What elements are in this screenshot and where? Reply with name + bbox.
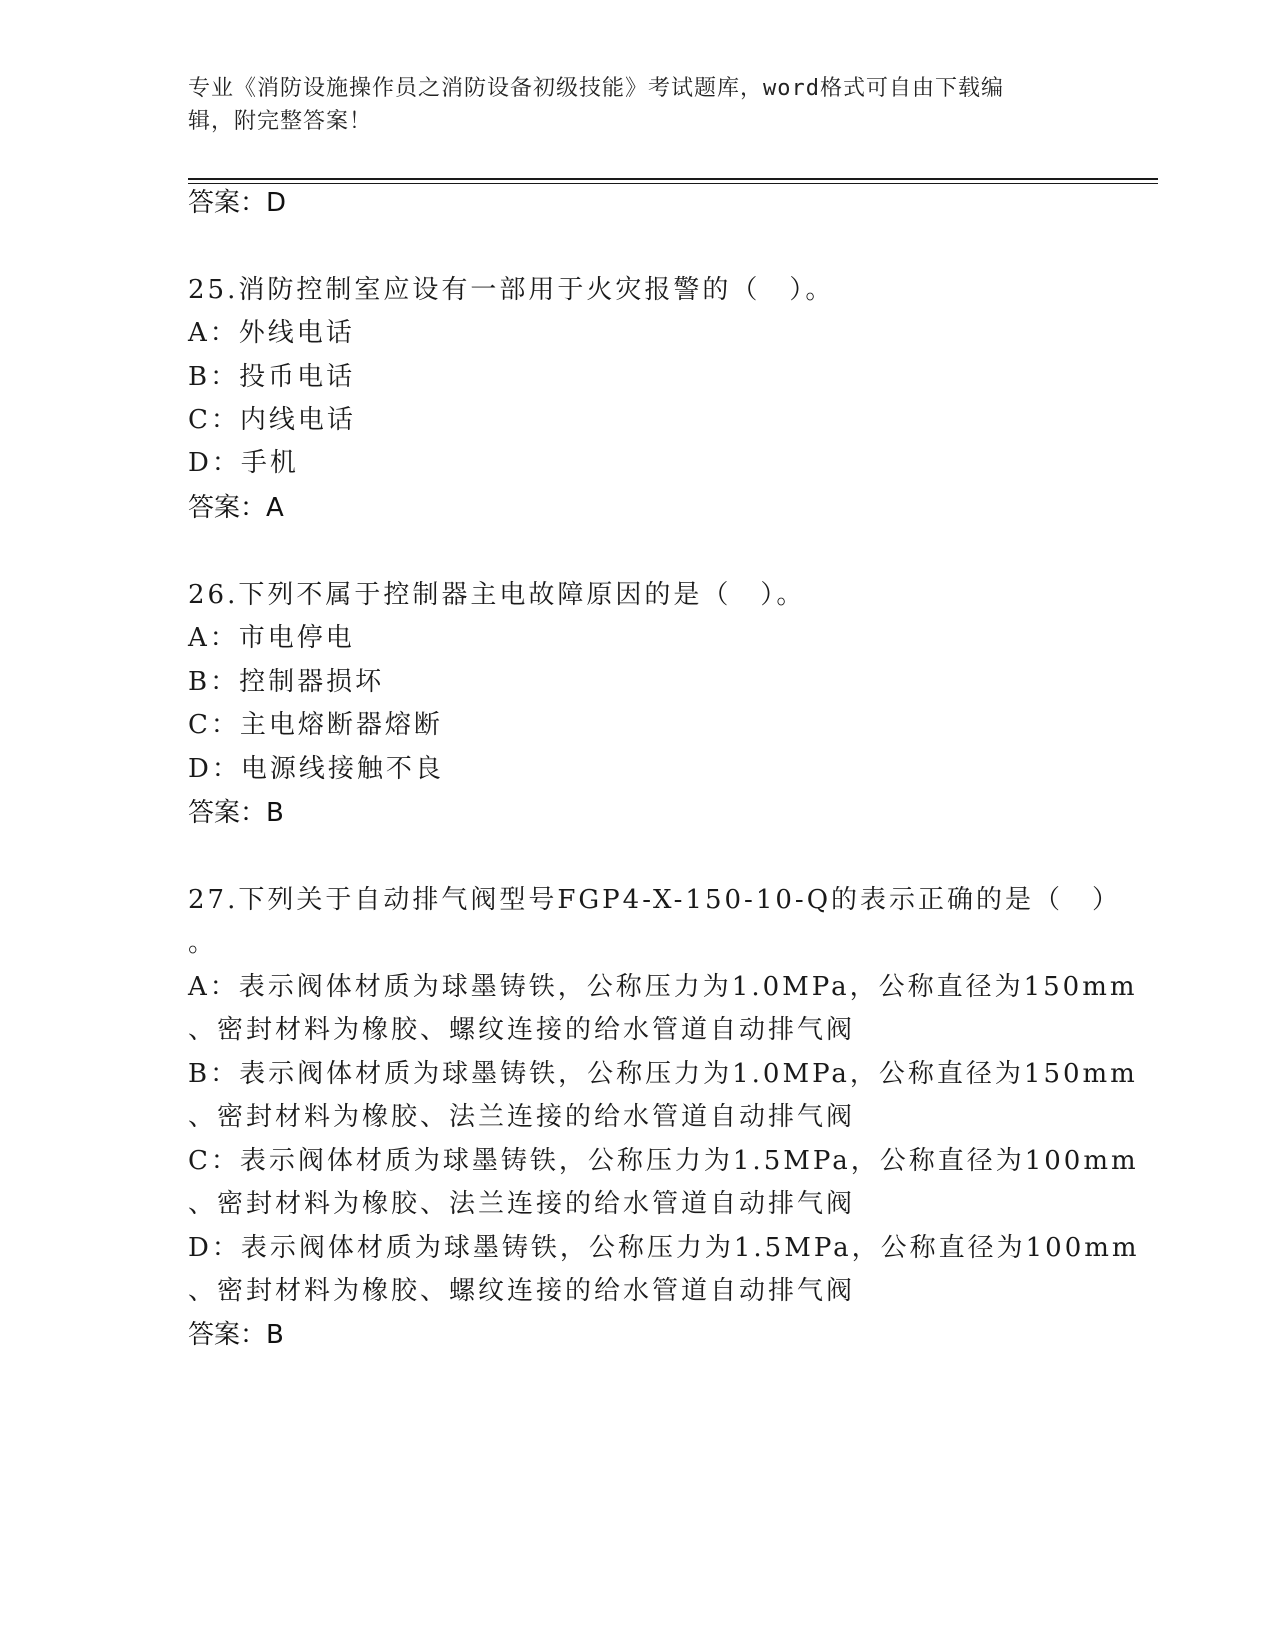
question-26-option-c: C：主电熔断器熔断: [188, 710, 443, 740]
question-26-answer: 答案：B: [188, 798, 284, 828]
question-25-answer: 答案：A: [188, 493, 284, 523]
question-27-answer: 答案：B: [188, 1320, 284, 1350]
previous-answer: 答案：D: [188, 188, 287, 218]
question-27-option-a-line-2: 、密封材料为橡胶、螺纹连接的给水管道自动排气阀: [188, 1015, 856, 1045]
question-25-option-c: C：内线电话: [188, 405, 356, 435]
question-25-stem: 25.消防控制室应设有一部用于火灾报警的（ ）。: [188, 275, 835, 305]
question-27-option-c-line-1: C：表示阀体材质为球墨铸铁，公称压力为1.5MPa，公称直径为100mm: [188, 1146, 1139, 1176]
header-line-2: 辑，附完整答案！: [188, 109, 373, 134]
question-27-option-b-line-2: 、密封材料为橡胶、法兰连接的给水管道自动排气阀: [188, 1102, 856, 1132]
question-27-option-d-line-1: D：表示阀体材质为球墨铸铁，公称压力为1.5MPa，公称直径为100mm: [188, 1233, 1140, 1263]
question-27-option-b-line-1: B：表示阀体材质为球墨铸铁，公称压力为1.0MPa，公称直径为150mm: [188, 1059, 1138, 1089]
question-26-option-a: A：市电停电: [188, 623, 355, 653]
header-line-1: 专业《消防设施操作员之消防设备初级技能》考试题库，word格式可自由下载编: [188, 76, 1004, 101]
document-header: [188, 72, 1088, 138]
question-26-option-b: B：控制器损坏: [188, 667, 385, 697]
question-27-stem-line-2: 。: [188, 928, 218, 958]
question-27-option-a-line-1: A：表示阀体材质为球墨铸铁，公称压力为1.0MPa，公称直径为150mm: [188, 972, 1138, 1002]
question-26-stem: 26.下列不属于控制器主电故障原因的是（ ）。: [188, 580, 806, 610]
question-26-option-d: D：电源线接触不良: [188, 754, 444, 784]
question-25-option-a: A：外线电话: [188, 318, 355, 348]
header-divider-thick: [188, 178, 1158, 180]
question-27-stem-line-1: 27.下列关于自动排气阀型号FGP4-X-150-10-Q的表示正确的是（ ）: [188, 885, 1122, 915]
header-divider-thin: [188, 183, 1158, 184]
question-25-option-b: B：投币电话: [188, 362, 356, 392]
question-27-option-c-line-2: 、密封材料为橡胶、法兰连接的给水管道自动排气阀: [188, 1189, 856, 1219]
question-25-option-d: D：手机: [188, 448, 299, 478]
question-27-option-d-line-2: 、密封材料为橡胶、螺纹连接的给水管道自动排气阀: [188, 1276, 856, 1306]
